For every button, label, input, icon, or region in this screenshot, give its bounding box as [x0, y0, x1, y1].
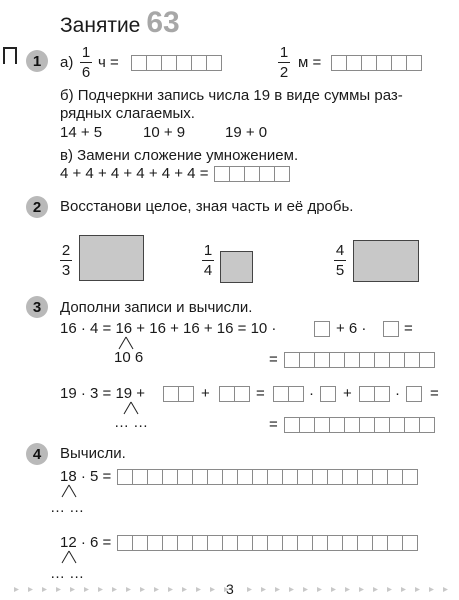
task-3-dot2: · — [395, 385, 400, 402]
fraction-1-2: 1 2 — [279, 44, 289, 81]
cells-19-factor1[interactable] — [273, 386, 303, 402]
cells-19-part1[interactable] — [163, 386, 193, 402]
option-14-5[interactable]: 14 + 5 — [60, 124, 103, 141]
task-1-badge: 1 — [26, 50, 48, 72]
task-3-plus1: + — [201, 385, 210, 402]
answer-cells-multiplication[interactable] — [214, 166, 289, 182]
task-3-line2: 19 · 3 = 19 + — [60, 385, 146, 402]
split-branch-icon — [60, 484, 78, 498]
section-marker-icon — [3, 47, 17, 64]
task-2-text: Восстанови целое, зная часть и её дробь. — [60, 198, 354, 215]
task-4-text: Вычисли. — [60, 445, 126, 462]
part-rect-1-4 — [220, 251, 253, 283]
task-1-unit-meters: м = — [298, 54, 322, 71]
split-dots-18: … … — [50, 499, 85, 516]
option-10-9[interactable]: 10 + 9 — [143, 124, 186, 141]
lesson-title — [60, 6, 180, 40]
fraction-4-5: 4 5 — [335, 242, 345, 279]
cell-10-multiplier[interactable] — [314, 321, 330, 337]
task-4-expr-18x5: 18 · 5 = — [60, 468, 112, 485]
answer-cells-hours[interactable] — [131, 55, 221, 71]
task-3-line1: 16 · 4 = 16 + 16 + 16 + 16 = 10 · — [60, 320, 277, 337]
task-3-badge: 3 — [26, 296, 48, 318]
task-1-b-text-line1: б) Подчеркни запись числа 19 в виде суммы раз- — [60, 87, 403, 104]
split-branch-icon — [60, 550, 78, 564]
split-dots-12: … … — [50, 565, 85, 582]
task-1-a-label: а) — [60, 54, 74, 71]
answer-cells-19x3[interactable] — [284, 417, 434, 433]
split-dots-19: … … — [114, 414, 149, 431]
lesson-number: 63 — [146, 6, 180, 39]
footer-arrows-right — [247, 587, 448, 592]
task-2-badge: 2 — [26, 196, 48, 218]
answer-cells-16x4[interactable] — [284, 352, 434, 368]
split-branch-icon — [117, 336, 135, 350]
task-4-badge: 4 — [26, 443, 48, 465]
fraction-2-3: 2 3 — [61, 242, 71, 279]
task-3-text: Дополни записи и вычисли. — [60, 299, 253, 316]
cell-6-multiplier[interactable] — [383, 321, 399, 337]
task-1-c-text: в) Замени сложение умножением. — [60, 147, 299, 164]
answer-cells-meters[interactable] — [331, 55, 421, 71]
answer-cells-18x5[interactable] — [117, 469, 417, 485]
fraction-1-6: 1 6 — [81, 44, 91, 81]
task-3-eq3: = — [256, 385, 265, 402]
cell-19-factor2[interactable] — [320, 386, 336, 402]
task-3-dot1: · — [309, 385, 314, 402]
task-3-eq4: = — [430, 385, 439, 402]
split-branch-icon — [122, 401, 140, 415]
task-3-plus2: + — [343, 385, 352, 402]
fraction-1-4: 1 4 — [203, 242, 213, 279]
part-rect-4-5 — [353, 240, 419, 282]
cell-19-factor4[interactable] — [406, 386, 422, 402]
task-3-eq5: = — [269, 416, 278, 433]
option-19-0[interactable]: 19 + 0 — [225, 124, 268, 141]
task-3-eq2: = — [269, 351, 278, 368]
cells-19-factor3[interactable] — [359, 386, 389, 402]
footer-arrows-left — [14, 587, 229, 592]
page-number: 3 — [226, 581, 234, 597]
task-1-sum: 4 + 4 + 4 + 4 + 4 + 4 = — [60, 165, 209, 182]
task-1-b-text-line2: рядных слагаемых. — [60, 105, 195, 122]
lesson-title-word: Занятие — [60, 14, 141, 37]
task-3-eq1: = — [404, 320, 413, 337]
task-1-unit-hours: ч = — [98, 54, 119, 71]
whole-rect-2-3 — [79, 235, 144, 281]
answer-cells-12x6[interactable] — [117, 535, 417, 551]
task-4-expr-12x6: 12 · 6 = — [60, 534, 112, 551]
task-3-plus-six: + 6 · — [336, 320, 367, 337]
split-10-6: 10 6 — [114, 349, 144, 366]
cells-19-part2[interactable] — [219, 386, 249, 402]
